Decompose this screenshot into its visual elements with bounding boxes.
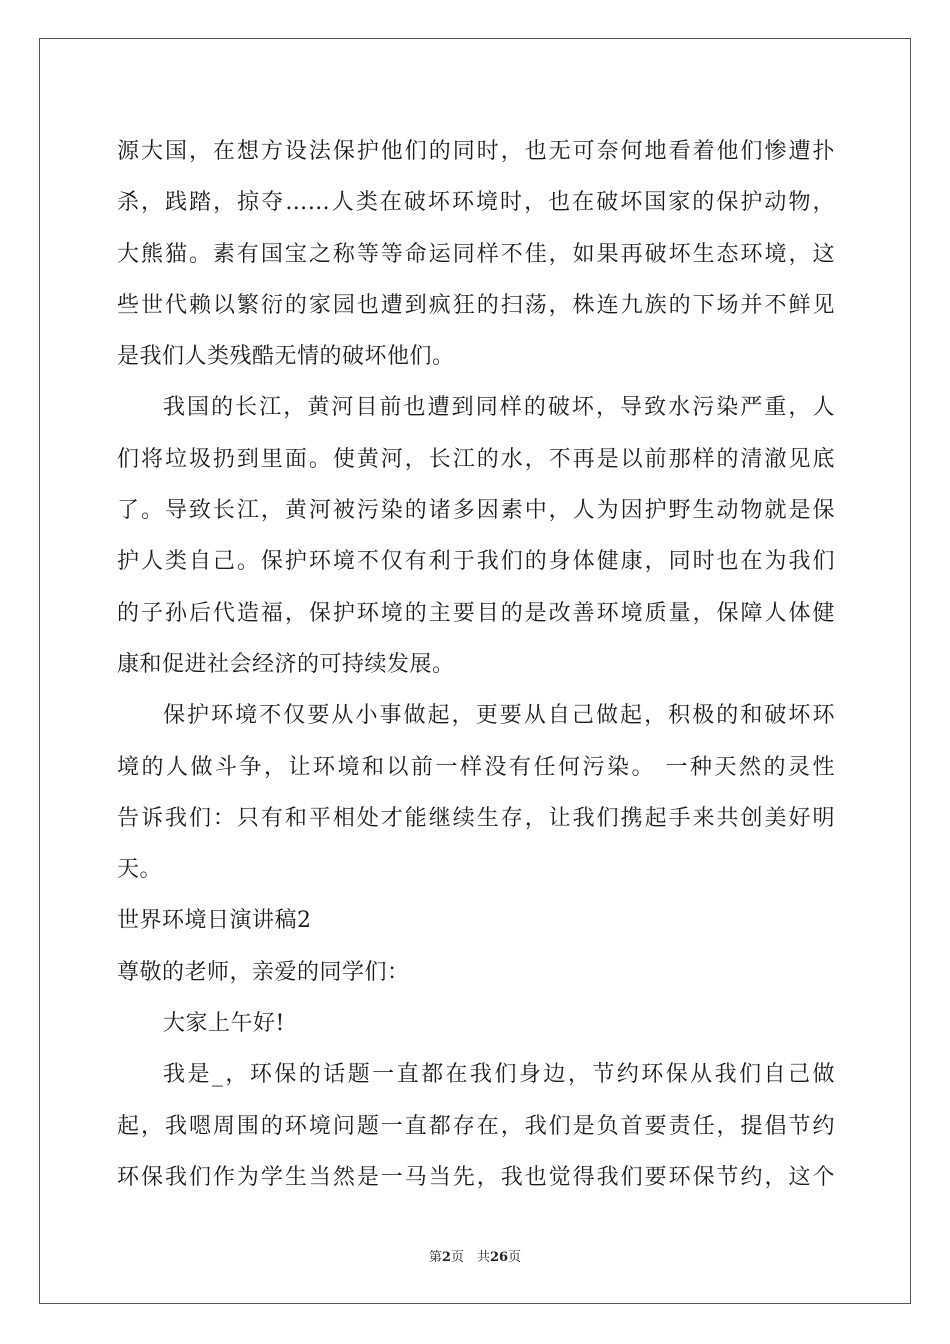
text-line: 我国的长江，黄河目前也遭到同样的破坏，导致水污染严重，人 [163,395,835,421]
text-line: 保护环境不仅要从小事做起，更要从自己做起，积极的和破坏环 [163,703,835,729]
text-line: 境的人做斗争，让环境和以前一样没有任何污染。 一种天然的灵性 [117,754,835,780]
text-line: 康和促进社会经济的可持续发展。 [117,651,455,677]
text-line: 环保我们作为学生当然是一马当先，我也觉得我们要环保节约，这个 [117,1164,835,1190]
text-line: 告诉我们：只有和平相处才能继续生存，让我们携起手来共创美好明 [117,805,835,831]
text-line: 是我们人类残酷无情的破坏他们。 [117,344,455,370]
salutation: 尊敬的老师，亲爱的同学们： [117,959,410,985]
text-line: 起，我嗯周围的环境问题一直都存在，我们是负首要责任，提倡节约 [117,1113,835,1139]
text-line: 天。 [117,857,163,883]
text-line: 了。导致长江，黄河被污染的诸多因素中，人为因护野生动物就是保 [117,498,835,524]
footer-middle: 页 共 [450,1250,490,1265]
text-line: 杀，践踏，掠夺……人类在破坏环境时，也在破坏国家的保护动物， [117,190,835,216]
text-line: 的子孙后代造福，保护环境的主要目的是改善环境质量，保障人体健 [117,600,835,626]
text-line: 我是_，环保的话题一直都在我们身边，节约环保从我们自己做 [163,1062,835,1088]
footer-prefix: 第 [428,1250,442,1265]
section-title: 世界环境日演讲稿2 [117,908,312,934]
text-line: 护人类自己。保护环境不仅有利于我们的身体健康，同时也在为我们 [117,549,835,575]
document-body [117,126,835,1203]
greeting: 大家上午好! [163,1011,285,1037]
footer-suffix: 页 [508,1250,522,1265]
total-pages-number: 26 [489,1250,509,1265]
text-line: 些世代赖以繁衍的家园也遭到疯狂的扫荡，株连九族的下场并不鲜见 [117,292,835,318]
text-line: 源大国，在想方设法保护他们的同时，也无可奈何地看着他们惨遭扑 [117,139,835,164]
current-page-number: 2 [441,1250,451,1265]
text-line: 大熊猫。素有国宝之称等等命运同样不佳，如果再破坏生态环境，这 [117,241,835,267]
text-line: 们将垃圾扔到里面。使黄河，长江的水，不再是以前那样的清澈见底 [117,446,835,472]
page-footer [0,1246,950,1265]
